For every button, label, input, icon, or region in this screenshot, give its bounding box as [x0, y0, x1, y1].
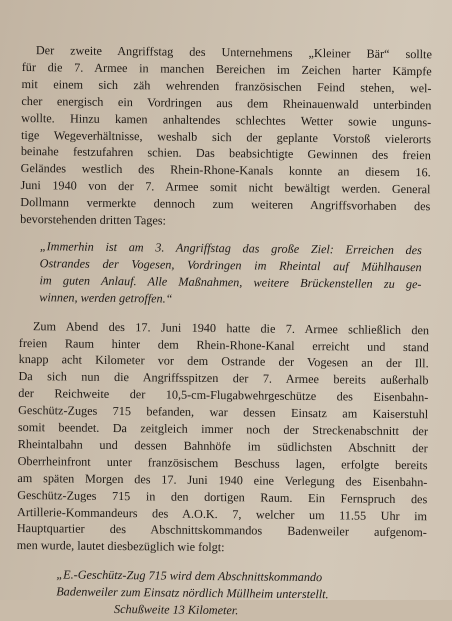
text-line: men wurde, lautet diesbezüglich wie folgt:: [16, 538, 225, 555]
quote-line: Ostrandes der Vogesen, Vordringen im Rheintal auf Mühlhausen: [39, 256, 422, 275]
text-line: der Reichweite der 10,5-cm-Flugabwehrgeschütze des Eisenbahn-: [18, 386, 429, 405]
quote-line: im guten Anlauf. Alle Maßnahmen, weitere Brückenstellen zu ge-: [39, 272, 422, 291]
text-line: Oberrheinfront unter französischem Beschuss lagen, erfolgte bereits: [17, 453, 428, 473]
text-line: Dollmann vermerkte dennoch zum weiteren Angriffsvorhaben des: [20, 195, 431, 214]
text-line: Artillerie-Kommandeurs des A.O.K. 7, welcher um 11.55 Uhr im: [17, 504, 428, 523]
paragraph-1: [20, 42, 432, 232]
text-line: Juni 1940 von der 7. Armee somit nicht bewältigt werden. General: [20, 178, 431, 197]
quote-line: „E.-Geschütz-Zug 715 wird dem Abschnittskommando: [56, 567, 323, 585]
page-text-block: [16, 42, 432, 621]
text-line: Rheintalbahn und dessen Bahnhöfe im südlichsten Abschnitt der: [17, 436, 428, 456]
block-quote-1: [39, 238, 422, 310]
text-line: bevorstehenden dritten Tages:: [20, 212, 167, 228]
text-line: freien Raum hinter dem Rhein-Rhone-Kanal erreicht und stand: [18, 335, 429, 354]
text-line: Der zweite Angriffstag des Unternehmens „Kleiner Bär“ sollte: [35, 43, 432, 62]
text-line: tige Wegeverhältnisse, weshalb sich der geplante Vorstoß vielerorts: [20, 127, 432, 146]
quote-line: „Immerhin ist am 3. Angriffstag das große Ziel: Erreichen des: [39, 239, 422, 258]
text-line: mit einem sich zäh wehrenden französischen Feind stehen, wel-: [21, 76, 432, 96]
text-line: Geländes westlich des Rhein-Rhone-Kanals konnte an diesem 16.: [20, 161, 431, 180]
text-line: Zum Abend des 17. Juni 1940 hatte die 7. Armee schließlich den: [32, 318, 430, 337]
text-line: beinahe festzufahren schien. Das beabsichtigte Gewinnen des freien: [20, 144, 431, 163]
text-line: wollte. Hinzu kamen anhaltendes schlechtes Wetter sowie unguns-: [21, 110, 432, 129]
block-quote-2: [56, 567, 427, 621]
text-line: am späten Morgen des 17. Juni 1940 eine Verlegung des Eisenbahn-: [17, 470, 428, 490]
text-line: somit beendet. Da zeitgleich immer noch der Streckenabschnitt der: [17, 420, 429, 439]
text-line: cher energisch ein Vordringen aus dem Rheinauenwald unterbinden: [21, 93, 432, 113]
text-line: Geschütz-Zuges 715 befanden, war dessen Einsatz am Kaiserstuhl: [18, 403, 429, 422]
paragraph-2: [17, 318, 429, 559]
quote-line: Schußweite 13 Kilometer.: [113, 602, 239, 618]
text-line: Geschütz-Zuges 715 in den dortigen Raum. Ein Fernspruch des: [17, 487, 428, 506]
text-line: knapp acht Kilometer vor dem Ostrande der Vogesen an der Ill.: [18, 352, 429, 371]
text-line: Hauptquartier des Abschnittskommandos Badenweiler aufgenom-: [16, 521, 427, 540]
text-line: für die 7. Armee in manchen Bereichen im Zeichen harter Kämpfe: [21, 59, 432, 79]
quote-line: Badenweiler zum Einsatz nördlich Müllheim unterstellt.: [56, 584, 329, 602]
quote-line: winnen, werden getroffen.“: [39, 289, 173, 306]
text-line: Da sich nun die Angriffsspitzen der 7. Armee bereits außerhalb: [18, 369, 429, 388]
